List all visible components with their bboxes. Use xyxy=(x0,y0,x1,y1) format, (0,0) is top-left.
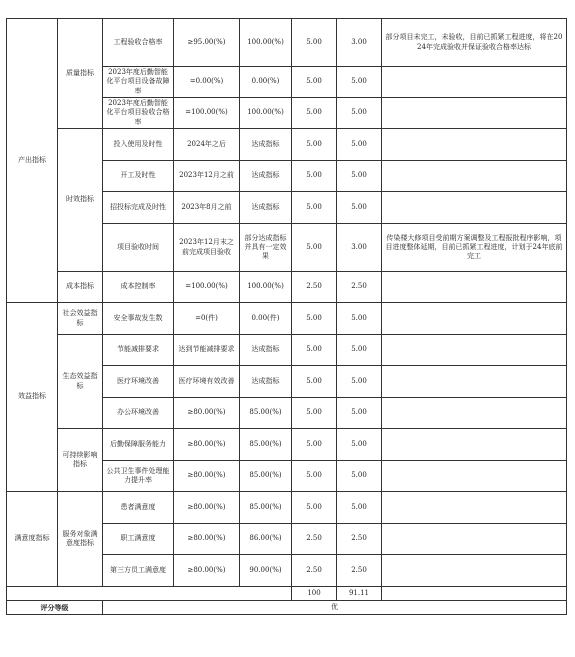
weight-value: 5.00 xyxy=(292,161,337,192)
actual-value: 90.00(%) xyxy=(240,555,292,587)
actual-value: 85.00(%) xyxy=(240,429,292,461)
weight-value: 5.00 xyxy=(292,129,337,161)
score-value: 5.00 xyxy=(337,161,382,192)
weight-value: 5.00 xyxy=(292,67,337,98)
target-value: ≥80.00(%) xyxy=(174,398,240,429)
actual-value: 86.00(%) xyxy=(240,524,292,555)
indicator-name: 医疗环境改善 xyxy=(103,366,174,398)
indicator-name: 工程验收合格率 xyxy=(103,19,174,67)
indicator-name: 职工满意度 xyxy=(103,524,174,555)
deviation-note: 部分项目未完工，未验收，目前已抓紧工程进度，将在2024年完成验收并保证验收合格率达标 xyxy=(382,19,567,67)
score-value: 2.50 xyxy=(337,524,382,555)
score-value: 5.00 xyxy=(337,192,382,224)
deviation-note xyxy=(382,129,567,161)
totals-note-cell xyxy=(382,587,567,601)
score-value: 2.50 xyxy=(337,272,382,303)
indicator-name: 投入使用及时性 xyxy=(103,129,174,161)
category-level1: 效益指标 xyxy=(7,303,58,492)
deviation-note xyxy=(382,492,567,524)
indicator-name: 招投标完成及时性 xyxy=(103,192,174,224)
table-row xyxy=(7,335,567,366)
score-value: 5.00 xyxy=(337,366,382,398)
target-value: =100.00(%) xyxy=(174,98,240,129)
table-row xyxy=(7,129,567,161)
actual-value: 100.00(%) xyxy=(240,19,292,67)
indicator-name: 2023年度后勤智能化平台项目设备故障率 xyxy=(103,67,174,98)
performance-table-container xyxy=(6,18,567,615)
score-value: 3.00 xyxy=(337,224,382,272)
weight-value: 2.50 xyxy=(292,524,337,555)
weight-value: 5.00 xyxy=(292,429,337,461)
category-level2: 社会效益指标 xyxy=(58,303,103,335)
target-value: 2023年8月之前 xyxy=(174,192,240,224)
actual-value: 0.00(件) xyxy=(240,303,292,335)
table-row xyxy=(7,19,567,67)
table-row xyxy=(7,272,567,303)
category-level1: 产出指标 xyxy=(7,19,58,303)
weight-value: 5.00 xyxy=(292,492,337,524)
indicator-name: 2023年度后勤智能化平台项目验收合格率 xyxy=(103,98,174,129)
target-value: 2023年12月之前 xyxy=(174,161,240,192)
indicator-name: 患者满意度 xyxy=(103,492,174,524)
performance-indicator-table xyxy=(6,18,567,615)
target-value: =100.00(%) xyxy=(174,272,240,303)
score-value: 5.00 xyxy=(337,398,382,429)
actual-value: 达成指标 xyxy=(240,129,292,161)
indicator-name: 公共卫生事件处理能力提升率 xyxy=(103,461,174,492)
target-value: 2023年12月末之前完成项目验收 xyxy=(174,224,240,272)
weight-value: 5.00 xyxy=(292,19,337,67)
deviation-note xyxy=(382,555,567,587)
deviation-note xyxy=(382,161,567,192)
weight-value: 5.00 xyxy=(292,461,337,492)
weight-value: 5.00 xyxy=(292,335,337,366)
actual-value: 达成指标 xyxy=(240,335,292,366)
totals-label-cell xyxy=(7,587,292,601)
category-level2: 可持续影响指标 xyxy=(58,429,103,492)
target-value: =0.00(%) xyxy=(174,67,240,98)
actual-value: 100.00(%) xyxy=(240,272,292,303)
deviation-note xyxy=(382,98,567,129)
deviation-note xyxy=(382,192,567,224)
weight-value: 5.00 xyxy=(292,303,337,335)
score-value: 5.00 xyxy=(337,98,382,129)
rating-row xyxy=(7,601,567,615)
indicator-name: 安全事故发生数 xyxy=(103,303,174,335)
target-value: 2024年之后 xyxy=(174,129,240,161)
score-value: 5.00 xyxy=(337,461,382,492)
score-value: 3.00 xyxy=(337,19,382,67)
deviation-note: 传染楼大修项目受前期方案调整及工程报批程序影响，项目进度整体延期，目前已抓紧工程进度，计划于24年底前完工 xyxy=(382,224,567,272)
score-value: 5.00 xyxy=(337,129,382,161)
deviation-note xyxy=(382,524,567,555)
actual-value: 85.00(%) xyxy=(240,492,292,524)
category-level1: 满意度指标 xyxy=(7,492,58,587)
totals-row xyxy=(7,587,567,601)
actual-value: 100.00(%) xyxy=(240,98,292,129)
actual-value: 达成指标 xyxy=(240,366,292,398)
indicator-name: 开工及时性 xyxy=(103,161,174,192)
weight-value: 2.50 xyxy=(292,272,337,303)
deviation-note xyxy=(382,366,567,398)
category-level2: 质量指标 xyxy=(58,19,103,129)
weight-value: 5.00 xyxy=(292,366,337,398)
indicator-name: 第三方员工满意度 xyxy=(103,555,174,587)
actual-value: 85.00(%) xyxy=(240,461,292,492)
target-value: ≥80.00(%) xyxy=(174,429,240,461)
total-weight: 100 xyxy=(292,587,337,601)
score-value: 5.00 xyxy=(337,335,382,366)
score-value: 5.00 xyxy=(337,303,382,335)
category-level2: 生态效益指标 xyxy=(58,335,103,429)
actual-value: 0.00(%) xyxy=(240,67,292,98)
table-row xyxy=(7,429,567,461)
target-value: ≥80.00(%) xyxy=(174,492,240,524)
deviation-note xyxy=(382,429,567,461)
deviation-note xyxy=(382,335,567,366)
rating-value: 优 xyxy=(103,601,567,615)
weight-value: 2.50 xyxy=(292,555,337,587)
indicator-name: 项目验收时间 xyxy=(103,224,174,272)
target-value: ≥80.00(%) xyxy=(174,524,240,555)
category-level2: 成本指标 xyxy=(58,272,103,303)
score-value: 5.00 xyxy=(337,429,382,461)
deviation-note xyxy=(382,461,567,492)
target-value: 达到节能减排要求 xyxy=(174,335,240,366)
indicator-name: 后勤保障服务能力 xyxy=(103,429,174,461)
actual-value: 部分达成指标并具有一定效果 xyxy=(240,224,292,272)
category-level2: 服务对象满意度指标 xyxy=(58,492,103,587)
table-row xyxy=(7,492,567,524)
deviation-note xyxy=(382,272,567,303)
target-value: =0(件) xyxy=(174,303,240,335)
target-value: ≥80.00(%) xyxy=(174,461,240,492)
deviation-note xyxy=(382,67,567,98)
indicator-name: 节能减排要求 xyxy=(103,335,174,366)
category-level2: 时效指标 xyxy=(58,129,103,272)
score-value: 5.00 xyxy=(337,492,382,524)
target-value: ≥80.00(%) xyxy=(174,555,240,587)
table-row xyxy=(7,303,567,335)
weight-value: 5.00 xyxy=(292,192,337,224)
indicator-name: 成本控制率 xyxy=(103,272,174,303)
actual-value: 达成指标 xyxy=(240,192,292,224)
weight-value: 5.00 xyxy=(292,98,337,129)
weight-value: 5.00 xyxy=(292,224,337,272)
rating-label: 评分等级 xyxy=(7,601,103,615)
deviation-note xyxy=(382,398,567,429)
target-value: 医疗环境有效改善 xyxy=(174,366,240,398)
target-value: ≥95.00(%) xyxy=(174,19,240,67)
score-value: 5.00 xyxy=(337,67,382,98)
total-score: 91.11 xyxy=(337,587,382,601)
actual-value: 85.00(%) xyxy=(240,398,292,429)
actual-value: 达成指标 xyxy=(240,161,292,192)
indicator-name: 办公环境改善 xyxy=(103,398,174,429)
weight-value: 5.00 xyxy=(292,398,337,429)
score-value: 2.50 xyxy=(337,555,382,587)
deviation-note xyxy=(382,303,567,335)
